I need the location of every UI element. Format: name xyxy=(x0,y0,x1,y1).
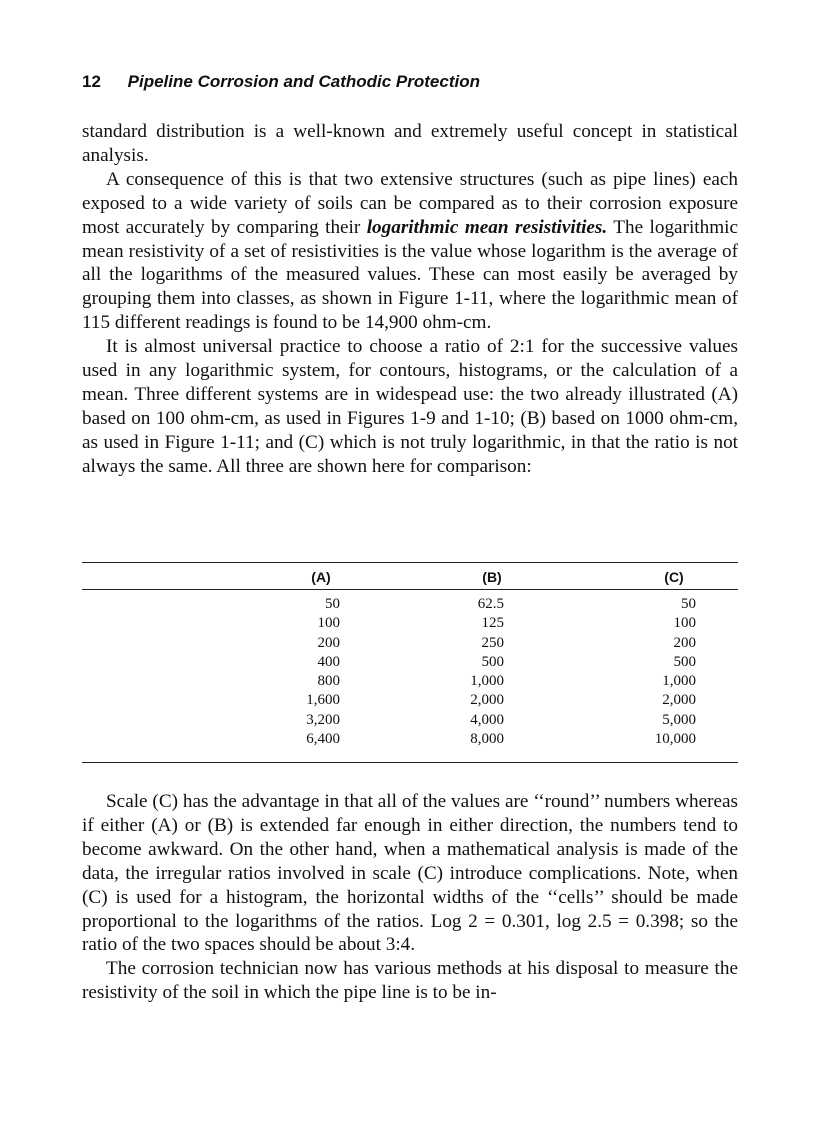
cell: 10,000 xyxy=(654,731,696,748)
cell: 62.5 xyxy=(477,596,504,612)
emphasis-term: logarithmic mean resistivities. xyxy=(366,216,608,238)
table-row xyxy=(82,596,738,615)
table-row xyxy=(82,712,738,731)
cell: 4,000 xyxy=(470,711,504,728)
table-row xyxy=(82,731,738,750)
table-row xyxy=(82,615,738,634)
table-row xyxy=(82,635,738,654)
cell: 50 xyxy=(681,596,696,612)
table-row xyxy=(82,692,738,711)
body-text-bottom xyxy=(82,790,738,1005)
paragraph-text: The logarithmic mean resistivity of a set of resistivities is the value whose logarithm is the average of all the logarithms of the measured values. These can most easily be averaged by grouping them into classes, as shown in Figure 1-11, where the logarithmic mean of 115 different readings is found to be 14,900 ohm-cm. xyxy=(82,216,738,334)
cell: 125 xyxy=(481,615,504,632)
table-row xyxy=(82,654,738,673)
paragraph: The corrosion technician now has various methods at his disposal to measure the resistivity of the soil in which the pipe line is to be in- xyxy=(82,958,738,1004)
comparison-table xyxy=(82,562,738,748)
running-title: Pipeline Corrosion and Cathodic Protection xyxy=(127,72,480,91)
paragraph: standard distribution is a well-known and extremely useful concept in statistical analysis. xyxy=(82,121,738,166)
page-number: 12 xyxy=(82,72,101,91)
table-row xyxy=(82,673,738,692)
cell: 800 xyxy=(317,673,340,690)
cell: 1,000 xyxy=(662,673,696,690)
cell: 1,600 xyxy=(306,692,340,709)
cell: 6,400 xyxy=(306,731,340,748)
paragraph-text: A consequence of this is that two extensive structures (such as pipe lines) each exposed to a wide variety of soils can be compared as to their corrosion exposure most accurately by comparing their xyxy=(82,168,738,238)
column-header-b: (B) xyxy=(482,569,502,585)
table-bottom-rule xyxy=(82,762,738,763)
cell: 5,000 xyxy=(662,711,696,728)
cell: 500 xyxy=(673,653,696,670)
body-text-top xyxy=(82,120,738,479)
column-header-c: (C) xyxy=(664,569,684,585)
column-header-a: (A) xyxy=(311,569,331,585)
cell: 200 xyxy=(673,634,696,651)
cell: 100 xyxy=(673,615,696,632)
cell: 100 xyxy=(317,615,340,632)
cell: 2,000 xyxy=(662,692,696,709)
paragraph: Scale (C) has the advantage in that all of the values are ‘‘round’’ numbers whereas if either (A) or (B) is extended far enough in either direction, the numbers tend to become awkward. On the other hand, when a mathematical analysis is made of the data, the irregular ratios involved in scale (C) introduce complications. Note, when (C) is used for a histogram, the horizontal widths of the ‘‘cells’’ should be made proportional to the logarithms of the ratios. Log 2 = 0.301, log 2.5 = 0.398; so the ratio of the two spaces should be about 3:4. xyxy=(82,791,738,956)
cell: 500 xyxy=(481,653,504,670)
cell: 2,000 xyxy=(470,692,504,709)
cell: 8,000 xyxy=(470,731,504,748)
paragraph xyxy=(82,168,738,335)
cell: 3,200 xyxy=(306,711,340,728)
cell: 400 xyxy=(317,653,340,670)
table-header-rule xyxy=(82,589,738,590)
cell: 200 xyxy=(317,634,340,651)
cell: 50 xyxy=(325,596,340,612)
paragraph: It is almost universal practice to choose a ratio of 2:1 for the successive values used in any logarithmic system, for contours, histograms, or the calculation of a mean. Three different systems are in widespead use: the two already illustrated (A) based on 100 ohm-cm, as used in Figures 1-9 and 1-10; (B) based on 1000 ohm-cm, as used in Figure 1-11; and (C) which is not truly logarithmic, in that the ratio is not always the same. All three are shown here for comparison: xyxy=(82,336,738,477)
cell: 1,000 xyxy=(470,673,504,690)
table-header xyxy=(82,563,738,589)
table-body xyxy=(82,596,738,750)
running-header xyxy=(82,72,480,92)
cell: 250 xyxy=(481,634,504,651)
